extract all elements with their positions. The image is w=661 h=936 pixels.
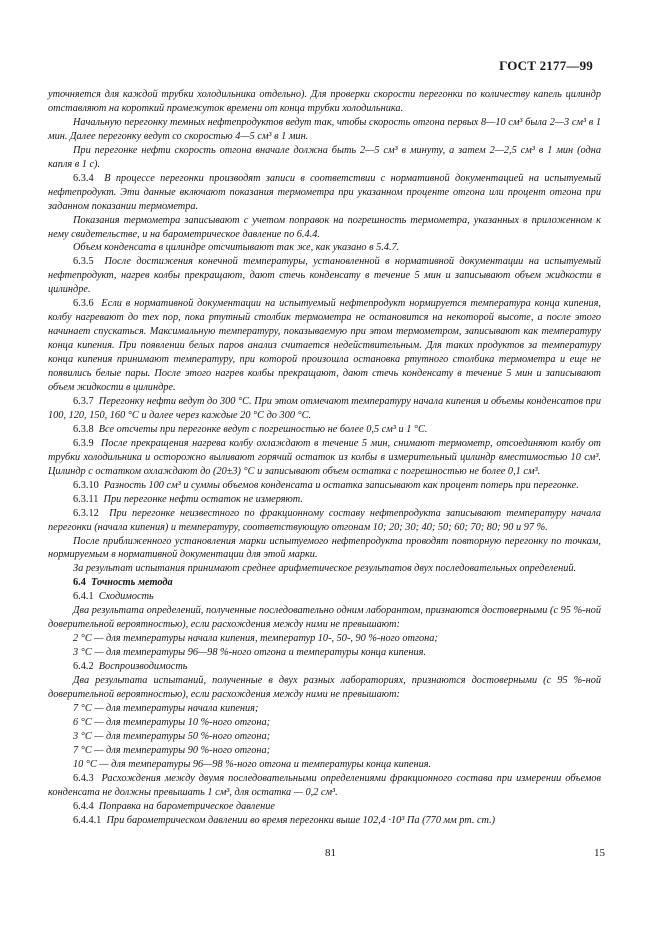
paragraph-text: За результат испытания принимают среднее арифметическое результатов двух последовательных определений.: [73, 563, 577, 575]
standard-header: ГОСТ 2177—99: [499, 58, 593, 73]
clause-number: 6.3.8: [73, 423, 94, 435]
clause-number: 6.4.2: [73, 661, 94, 673]
paragraph-text: 3 °С — для температуры 50 %-ного отгона;: [73, 730, 271, 742]
clause-number: 6.3.5: [73, 256, 94, 268]
paragraph-text: После прекращения нагрева колбу охлаждают в течение 5 мин, снимают термометр, отсоединяют колбу от трубки холодильника и осторожно выливают горячий остаток из колбы в измерительный цилиндр вместимостью 10 см³. Цилиндр с остатком охлаждают до (20±3) °С и записывают объем остатка с погрешностью не более 0,1 см³.: [48, 437, 601, 477]
clause-number: 6.3.11: [73, 493, 99, 505]
paragraph-text: Два результата определений, полученные последовательно одним лаборантом, признаются достоверными (с 95 %-ной доверительной вероятностью), если расхождения между ними не превышают:: [48, 605, 601, 631]
clause-number: 6.3.12: [73, 507, 99, 519]
paragraph-text: Два результата испытаний, полученные в двух разных лабораториях, признаются достоверными (с 95 %-ной доверительной вероятностью), если расхождения между ними не превышают:: [48, 675, 601, 700]
paragraph: [48, 214, 601, 242]
paragraph: [48, 395, 601, 423]
paragraph: [48, 172, 601, 214]
paragraph: [48, 744, 601, 758]
paragraph-text: Все отсчеты при перегонке ведут с погрешностью не более 0,5 см³ и 1 °С.: [98, 423, 428, 435]
paragraph-text: После приближенного установления марки испытуемого нефтепродукта проводят повторную перегонку по точкам, нормируемым в нормативной документации для этой марки.: [48, 535, 601, 561]
paragraph-text: При перегонке нефти скорость отгона вначале должна быть 2—5 см³ в минуту, а затем 2—2,5 см³ в 1 мин (одна капля в 1 с).: [48, 144, 601, 170]
paragraph-text: Воспроизводимость: [98, 661, 188, 673]
paragraph: [48, 660, 601, 674]
clause-number: 6.4.4: [73, 800, 94, 812]
clause-number: 6.4.4.1: [73, 814, 102, 826]
paragraph-text: Если в нормативной документации на испытуемый нефтепродукт нормируется температура конца кипения, колбу нагревают до тех пор, пока ртутный столбик термометра не остановится на некоторой высоте, а после этого начинает спускаться. Максимальную температуру, показываемую при этом термометром, записывают как температуру конца кипения. При появлении белых паров анализ считается недействительным. Для таких продуктов за температуру конца кипения принимают температуру, при которой произошла остановка ртутного столбика термометра и еще не появились белые пары. После этого нагрев колбы прекращают, дают стечь конденсату в течение 5 мин и записывают объем жидкости в цилиндре.: [48, 298, 601, 394]
paragraph-text: Точность метода: [91, 577, 173, 589]
clause-number: 6.4.1: [73, 591, 94, 603]
paragraph: [48, 479, 601, 493]
paragraph: [48, 493, 601, 507]
paragraph: [48, 604, 601, 632]
paragraph-text: уточняется для каждой трубки холодильника отдельно). Для проверки скорости перегонки по количеству капель цилиндр отставляют на короткий промежуток времени от конца трубки холодильника.: [48, 89, 601, 114]
clause-number: 6.3.6: [73, 298, 94, 310]
clause-number: 6.3.7: [73, 395, 94, 407]
paragraph: [48, 144, 601, 172]
paragraph: [48, 507, 601, 535]
paragraph-text: При перегонке нефти остаток не измеряют.: [103, 493, 303, 505]
paragraph-text: В процессе перегонки производят записи в соответствии с нормативной документацией на испытуемый нефтепродукт. Эти данные включают показания термометра при указанном проценте отгона или процент отгона при заданном показании термометра.: [48, 172, 601, 212]
paragraph-text: При перегонке неизвестного по фракционному составу нефтепродукта записывают температуру начала перегонки (начала кипения) и температуру, соответствующую отгонам 10; 20; 30; 40; 50; 60; 70; 80; 90 и 97 %.: [48, 507, 601, 533]
paragraph: [48, 646, 601, 660]
paragraph: [48, 758, 601, 772]
clause-number: 6.3.10: [73, 479, 99, 491]
paragraph-text: Показания термометра записывают с учетом поправок на погрешность термометра, указанных в приложенном к нему свидетельстве, и на барометрическое давление по 6.4.4.: [48, 214, 601, 240]
paragraph-text: Сходимость: [98, 591, 154, 603]
paragraph: [48, 702, 601, 716]
paragraph: [48, 437, 601, 479]
paragraph: [48, 814, 601, 828]
paragraph-text: Разность 100 см³ и суммы объемов конденсата и остатка записывают как процент потерь при перегонке.: [103, 479, 579, 491]
paragraph: [48, 297, 601, 395]
paragraph-text: 7 °С — для температуры начала кипения;: [73, 702, 259, 714]
paragraph: [48, 535, 601, 563]
paragraph: [48, 800, 601, 814]
page-number-right: 15: [594, 847, 605, 859]
paragraph-text: 3 °С — для температуры 96—98 %-ного отгона и температуры конца кипения.: [73, 647, 426, 659]
paragraph: [48, 116, 601, 144]
paragraph: [48, 576, 601, 590]
document-body: [48, 88, 601, 828]
paragraph: [48, 730, 601, 744]
paragraph-text: Начальную перегонку темных нефтепродуктов ведут так, чтобы скорость отгона первых 8—10 см³ была 2—3 см³ в 1 мин. Далее перегонку ведут со скоростью 4—5 см³ в 1 мин.: [48, 116, 601, 142]
paragraph-text: 10 °С — для температуры 96—98 %-ного отгона и температуры конца кипения.: [73, 758, 432, 770]
paragraph: [48, 423, 601, 437]
paragraph-text: 2 °С — для температуры начала кипения, температур 10-, 50-, 90 %-ного отгона;: [73, 633, 438, 645]
clause-number: 6.3.9: [73, 437, 94, 449]
paragraph: [48, 255, 601, 297]
paragraph-text: После достижения конечной температуры, установленной в нормативной документации на испытуемый нефтепродукт, нагрев колбы прекращают, дают стечь конденсату в течение 5 мин и записывают объем жидкости в цилиндре.: [48, 256, 601, 296]
paragraph-text: Поправка на барометрическое давление: [98, 800, 275, 812]
paragraph: [48, 88, 601, 116]
paragraph: [48, 772, 601, 800]
paragraph: [48, 716, 601, 730]
paragraph-text: 7 °С — для температуры 90 %-ного отгона;: [73, 744, 271, 756]
paragraph: [48, 632, 601, 646]
paragraph: [48, 562, 601, 576]
paragraph: [48, 241, 601, 255]
page-number-center: 81: [325, 847, 336, 859]
paragraph-text: Объем конденсата в цилиндре отсчитывают так же, как указано в 5.4.7.: [73, 242, 400, 254]
paragraph-text: При барометрическом давлении во время перегонки выше 102,4 ·10³ Па (770 мм рт. ст.): [106, 814, 496, 826]
clause-number: 6.4: [73, 577, 86, 589]
paragraph-text: Расхождения между двумя последовательными определениями фракционного состава при измерении объемов конденсата не должны превышать 1 см³, для остатка — 0,2 см³.: [48, 772, 601, 798]
paragraph-text: 6 °С — для температуры 10 %-ного отгона;: [73, 716, 271, 728]
clause-number: 6.3.4: [73, 172, 94, 184]
clause-number: 6.4.3: [73, 772, 94, 784]
paragraph: [48, 674, 601, 702]
paragraph-text: Перегонку нефти ведут до 300 °С. При этом отмечают температуру начала кипения и объемы конденсатов при 100, 120, 150, 160 °С и далее через каждые 20 °С до 300 °С.: [48, 395, 601, 421]
paragraph: [48, 590, 601, 604]
